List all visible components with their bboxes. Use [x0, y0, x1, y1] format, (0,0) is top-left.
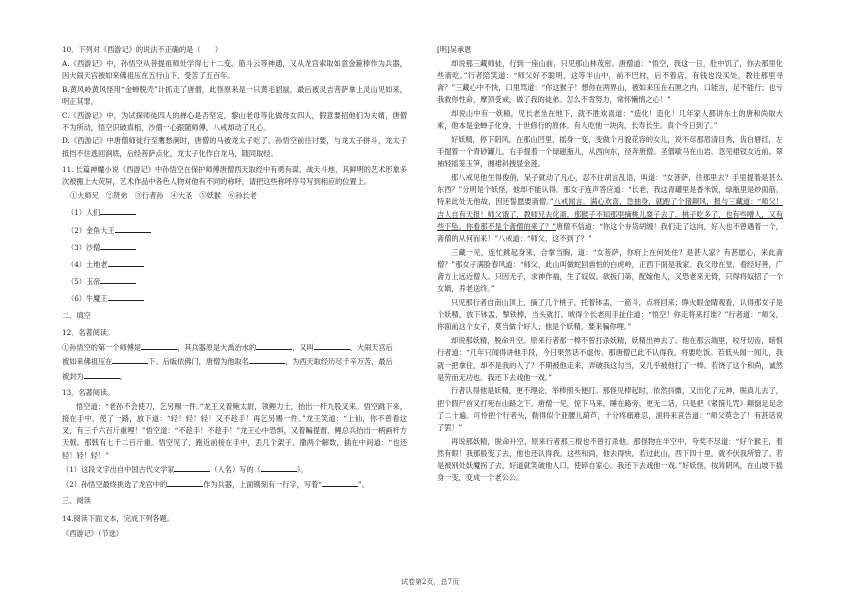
passage-para-3: 好妖精，停下阴风，在那山凹里，摇身一变，变做个月貌花容的女儿，说不尽那眉清目秀，齿白唇红，左手提着一个青砂罐儿，右手提着一个绿磁瓶儿，从西向东，径奔唐僧。圣僧歇马在山岩，忽见裙钗女近前。翠袖轻摇笼玉笋，湘裙斜拽显金莲。: [437, 134, 783, 169]
answer-blank[interactable]: [100, 275, 136, 284]
answer-label: （6）牛魔王: [67, 294, 108, 304]
left-column: [62, 44, 407, 543]
q13-title: 13．名著阅读。: [62, 388, 115, 398]
passage-para-2: 却说山中有一妖精，见长老坐在地下，就不胜欢喜道：“造化！造化！几年家人都讲东土的唐和尚取大乘，他本是金蝉子化身，十世修行的原体。有人吃他一块肉，长寿长生。真个今日到了。”: [437, 109, 783, 131]
q14-source: 《西游记》（节选）: [62, 528, 124, 538]
section-reading: 三、阅读: [62, 496, 91, 506]
passage-para-5: 三藏一见，连忙跳起身来，合掌当胸，道：“女菩萨，你府上在何处住？是甚人家？有甚愿心，来此斋僧？”那女子满脸春风道：“师父，此山叫做蛇回兽怕的白虎岭，正西下面是我家。我父母在堂，看经好善，广斋方上远近僧人。只因无子，求神作福，生了奴奴。欲扳门第，配嫁他人，又恐老来无倚，只得将奴招了一个女婿，养老送终。”: [437, 247, 783, 294]
q13-sub-1: （1）这段文字出自中国古代文学家 （人名）写的《 》。: [62, 465, 308, 475]
passage-para-6: 只见那行者自南山顶上，摘了几个桃子，托着钵盂，一筋斗，点将回来；睁火眼金睛观看，认得那女子是个妖精，放下钵盂，掣铁棒，当头就打。唬得个长老用手扯住道：“悟空！你走将来打谁？”行者道：“师父，你面前这个女子，莫当做个好人；他是个妖精，要来骗你哩。”: [437, 298, 783, 332]
passage-para-7: 却说那妖精，脱命升空。原来行者那一棒不曾打杀妖精，妖精出神去了。他在那云端里，咬牙切齿，暗恨行者道：“几年只闻得讲他手段，今日果然话不虚传。那唐僧已此不认得我，将要吃饭。若低头闻一闻儿，我就一把拿住，却不是我的人了？不期被他走来，弄破我这勾当，又几乎被他打了一棒。若饶了这个和尚，诚然是劳而无功也。我还下去戏他一戏。”: [437, 336, 783, 382]
q12-line-2: 被如来佛祖压在 下。后皈依佛门，唐僧为他取名 ，为西天取经历尽千辛万苦，最后: [62, 357, 393, 367]
passage-para-1: 却说那三藏师徒，行到一座山前，只见那山林茂密。唐僧道：“悟空，我这一日，肚中饥了，你去那里化些斋吃。”行者陪笑道：“师父好不聪明，这等半山中，前不巴村，后不着店，有钱也没买处，教往那里寻斋？”三藏心中不快，口里骂道：“你这猴子！想你在两界山，被如来压在石匣之内，口能言，足不能行；也亏我救你性命，摩顶受戒，做了我的徒弟。怎么不肯努力，常怀懒惰之心！”: [437, 58, 783, 105]
answer-blank[interactable]: [108, 258, 144, 267]
underlined-sentence: 八戒闻言，满心欢喜，急抽身，就跑了个猪颠风，报与三藏道：“师父！吉人自有天报！师父饿了，教师兄去化斋，那猴子不知那里摘桃儿耍子去了。桃子吃多了，也有些嘈人，又有些下坠。你看那不是个斋僧的来了？”: [437, 197, 784, 231]
q12-line-3: 被封为 。: [62, 371, 127, 381]
q10-option-a: A.《西游记》中，孙悟空从菩提祖师处学得七十二变、筋斗云等神通，又从龙宫索取如意金箍棒作为兵器，因大闹天宫被如来佛祖压在五行山下，受苦了五百年。: [62, 58, 407, 80]
q11-options: ①大师兄 ②贤弟 ③行者孙 ④大圣 ⑤妖猴 ⑥孙长老: [70, 191, 257, 201]
list-item: [67, 206, 407, 219]
answer-blank[interactable]: [108, 292, 144, 301]
passage-para-9: 再说那妖精，脱命升空，原来行者那三棍也不曾打杀他。那怪物在半空中，夸奖不尽道：“好个猴王，着然有眼！我那般变了去，他也还认得我。这些和尚，他去得快，若过此山，西下四十里，就不伏我所管了。若是被别处妖魔拐了去，好道就笑破他人口，使碎自家心。我还下去戏他一戏。”好妖怪，按耸阴风，在山坡下摇身一变，变成一个老公公。: [437, 436, 783, 483]
q14-title: 14.阅读下面文本，完成下列各题。: [62, 513, 175, 523]
q13-sub-2: （2）孙悟空最终挑选了龙宫中的 作为兵器，上面镌刻有一行字，写着“ ”。: [62, 480, 369, 490]
answer-label: （4）土地老: [67, 260, 108, 270]
q10-option-b: B.黄风岭黄风怪用“金蝉脱壳”计抓走了唐僧，此怪原来是一只黄毛貂鼠，最后被灵吉菩萨拿上灵山见如来，明正其罪。: [62, 84, 407, 106]
answer-label: （2）金角大王: [67, 225, 115, 235]
list-item: [67, 292, 407, 305]
answer-label: （3）沙僧: [67, 242, 101, 252]
author-line: [明]吴承恩: [437, 45, 472, 54]
q10-title: 10．下列对《西游记》的说法不正确的是（ ）: [62, 45, 223, 54]
answer-blank[interactable]: [100, 241, 136, 250]
passage-para-8: 行者认得他是妖精，更不理论，举棒照头便打。那怪见棒起时，依然抖擞，又出化了元神，脱真儿去了，把个假尸首又打死在山路之下。唐僧一见，惊下马来，睡在路旁，更无二话，只是把《紧箍儿咒》颠倒足足念了二十遍。可怜把个行者头，勒得似个亚腰儿葫芦，十分疼痛难忍，滚将来哀告道：“师父莫念了！有甚话说了罢！”: [437, 386, 783, 433]
list-item: [67, 275, 407, 288]
answer-blank[interactable]: [115, 224, 151, 233]
q10-option-c: C.《西游记》中，为试探师徒四人的禅心是否坚定，黎山老母等化做母女四人，假意要招他们为夫婿，唐僧不为所动，悟空识破真相，沙僧一心跟随师傅，八戒却动了凡心。: [62, 110, 407, 132]
answer-blank[interactable]: [100, 206, 136, 215]
passage-para-4: 那八戒见他生得俊俏，呆子就动了凡心，忍不住胡言乱语，叫道：“女菩萨，往那里去？手里提着是甚么东西？”分明是个妖怪，他却不能认得。那女子连声答应道：“长老，我这青罐里是香米饭，绿瓶里是炒面筋，特来此处无他故，因还誓愿要斋僧。”八戒闻言，满心欢喜，急抽身，就跑了个猪颠风，报与三藏道：“师父！吉人自有天报！师父饿了，教师兄去化斋，那猴子不知那里摘桃儿耍子去了。桃子吃多了，也有些嘈人，又有些下坠。你看那不是个斋僧的来了？”唐僧不信道：“你这个夯货胡缠！我们走了这向，好人也不曾遇着一个，斋僧的从何而来！”八戒道：“师父，这不到了？”: [437, 173, 784, 244]
list-item: [67, 224, 407, 237]
q11-answer-list: [62, 206, 407, 305]
answer-label: （1）人们: [67, 208, 101, 218]
q11-title: 11. 长篇神魔小说《西游记》中孙悟空在保护师傅唐僧西天取经中有勇有谋，战天斗地，其鲜明的艺术形象多次被搬上大荧屏，艺术作品中各色人物对他有不同的称呼，请把这些称呼序号写到相应的位置上。: [62, 164, 407, 187]
page-footer: 试卷第2页，总7页: [401, 578, 459, 586]
section-fill-blank: 二、填空: [62, 310, 91, 320]
q12-line-1: ①孙悟空的第一个师傅是 ，其兵器原是大禹治水的 ，又叫 ，大闹天宫后: [62, 342, 393, 352]
q12-title: 12．名著阅读。: [62, 327, 115, 337]
q13-passage: 悟空道：“老孙不会使刀，乞另赐一件。”龙王又着鲍太尉，领鲤力士，抬出一杆九股叉来。悟空跳下来，接在手中，使了一路，放下道：“轻！轻！轻！又不趁手！再乞另赐一件。”龙王笑道：“上仙，你不曾看这叉，有三千六百斤重哩！”悟空道：“不趁手！不趁手！”龙王心中恐惧，又着鳊提督、鲤总兵抬出一柄画杆方天戟。那戟有七千二百斤重。悟空见了，跑近前接在手中，丢几个架子，撒两个解数，插在中间道：“也还轻！轻！轻！”: [62, 401, 407, 460]
answer-label: （5）玉帝: [67, 277, 101, 287]
q10-option-d: D.《西游记》中唐僧师徒行至鹰愁涧时，唐僧的马被龙太子吃了。孙悟空前往讨要，与龙太子拼斗，龙太子抵挡不住逃回涧底，后经菩萨点化，龙太子化作白龙马，随同取经。: [62, 136, 407, 158]
right-column: [437, 44, 783, 486]
list-item: [67, 241, 407, 254]
list-item: [67, 258, 407, 271]
